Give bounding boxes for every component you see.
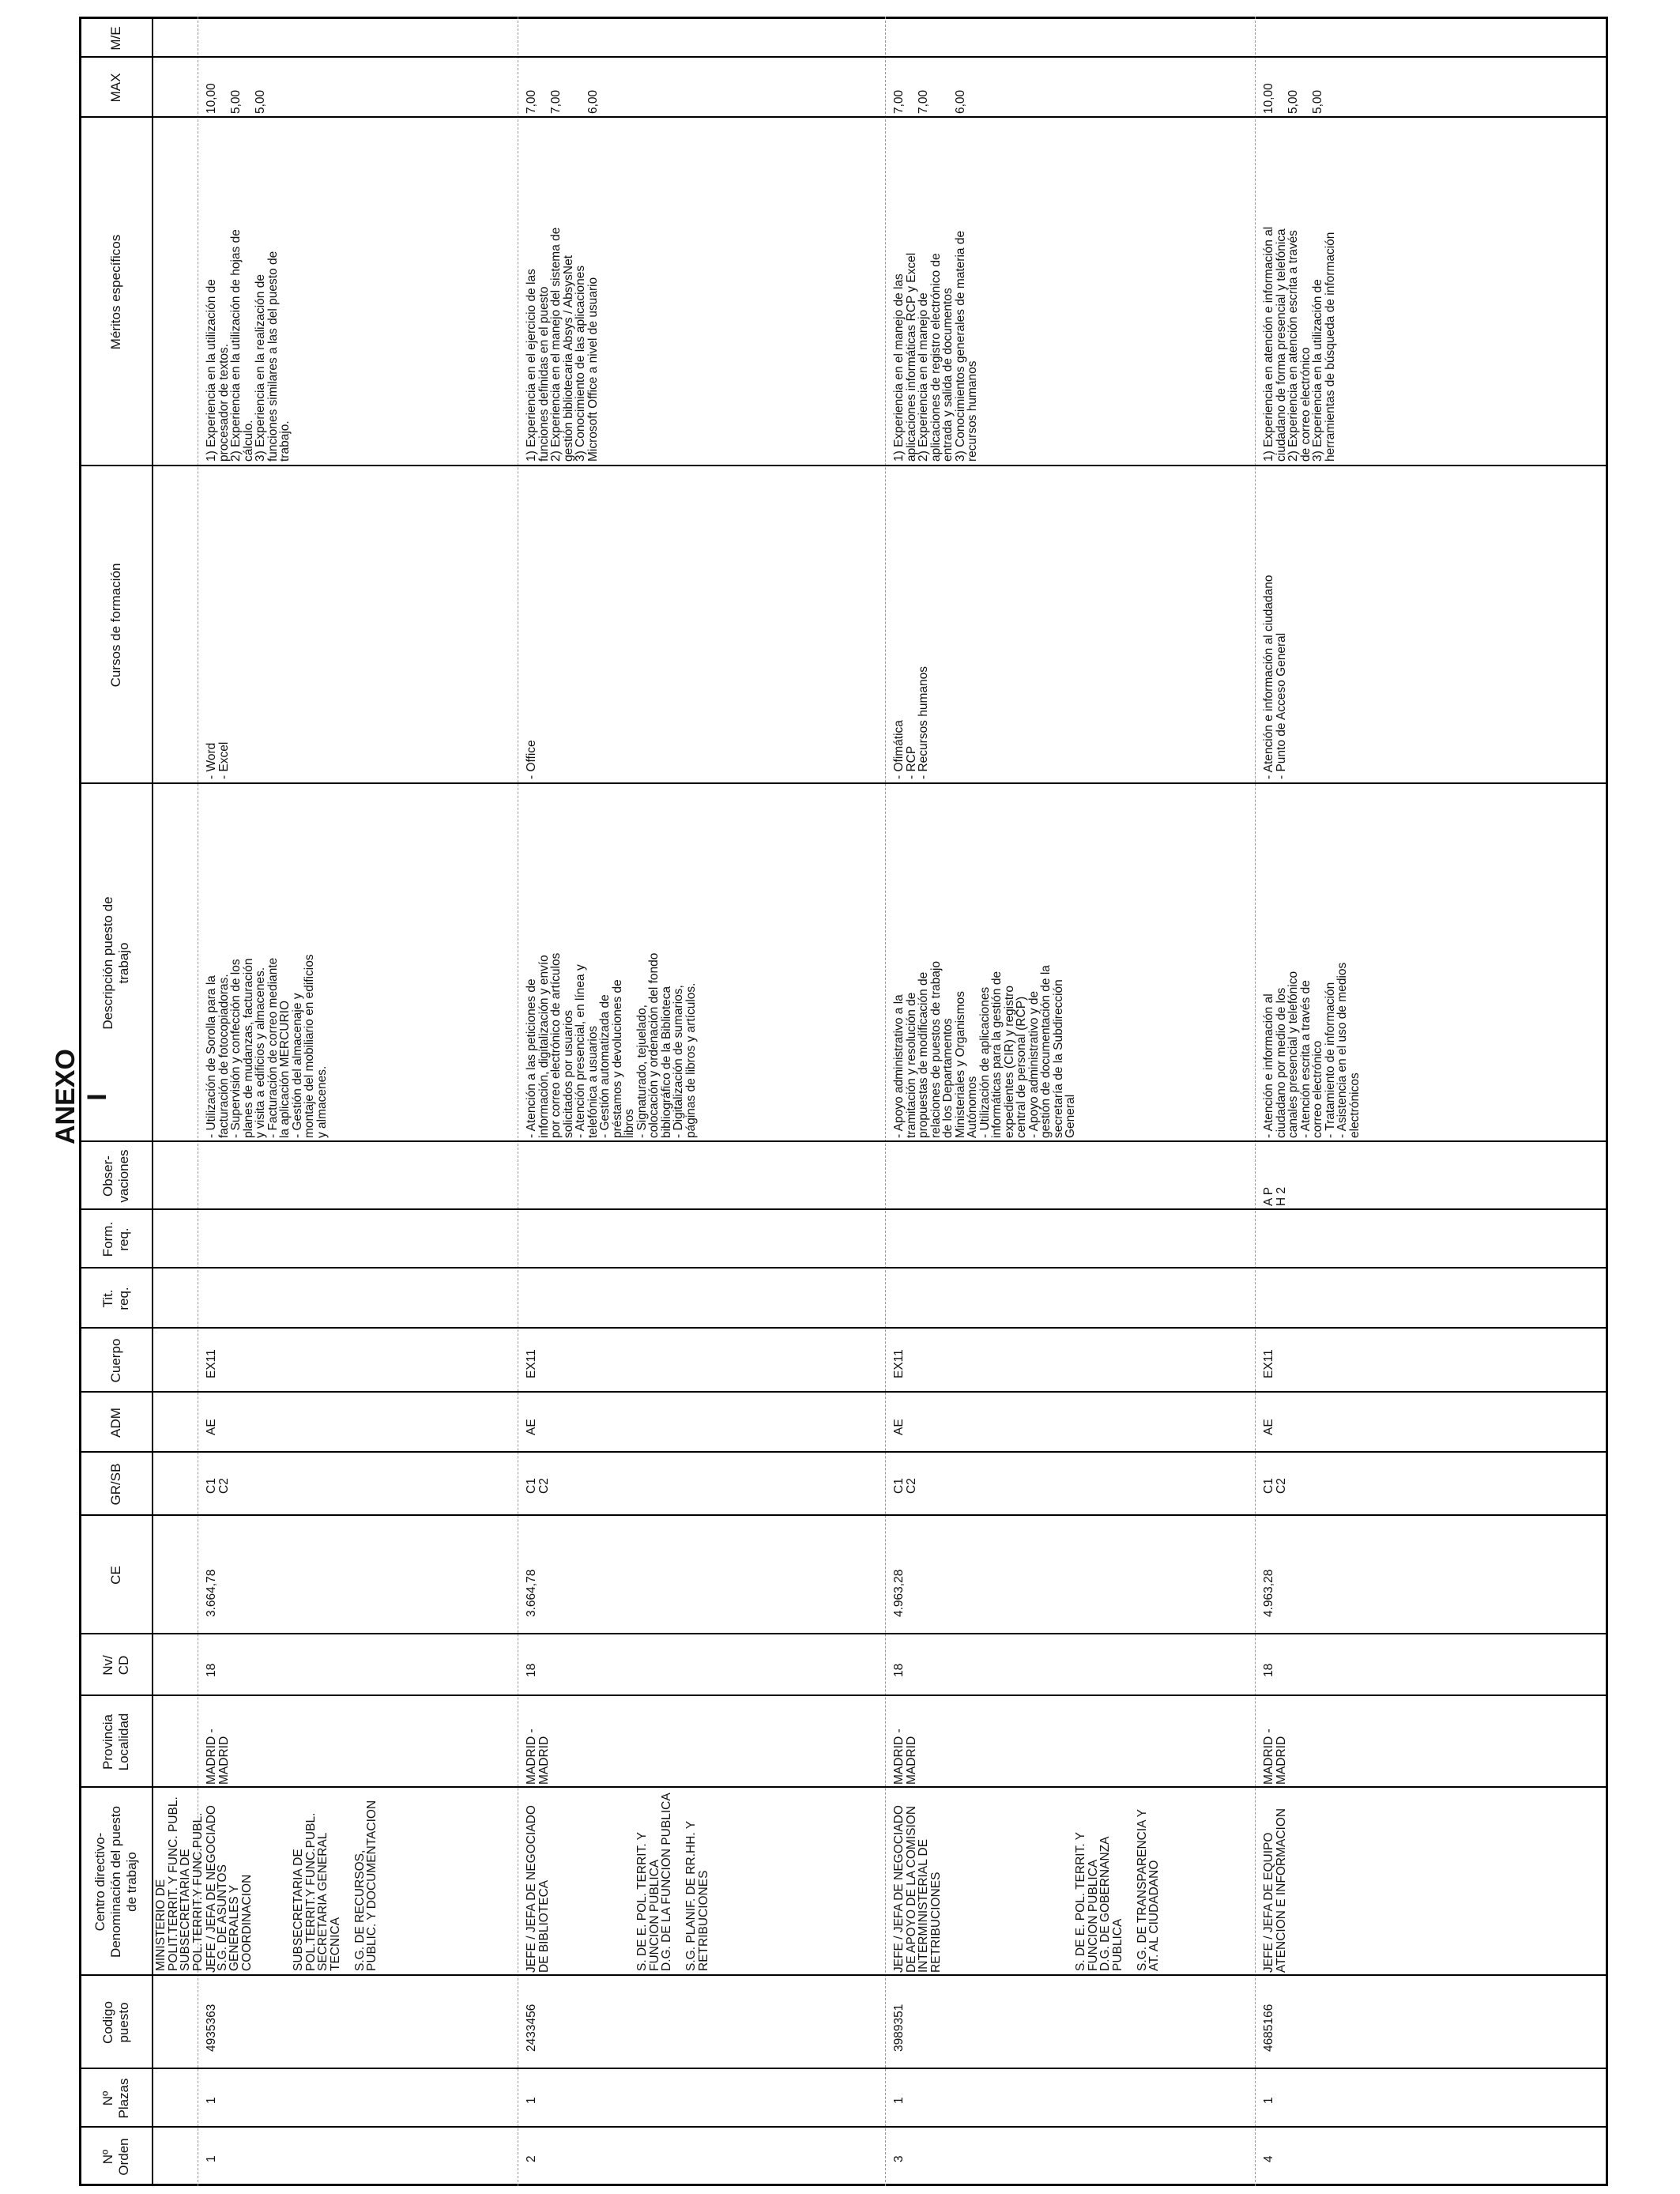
row2-centro: JEFE / JEFA DE NEGOCIADO DE BIBLIOTECA <box>525 1805 551 1973</box>
column-divider <box>79 1695 1608 1696</box>
column-divider <box>79 782 1608 784</box>
row3-provincia: MADRID - MADRID <box>892 1728 918 1785</box>
row2-meritos: 1) Experiencia en el ejercicio de las funciones definidas en el puesto 2) Experiencia en el manejo del sistema de gestión bibliotecaria Absys / AbsysNet 3) Conocimiento de las aplicaciones Microsoft Office a nivel de usuario <box>525 227 600 462</box>
header-cursos: Cursos de formación <box>108 563 123 688</box>
row4-max: 10,00 5,00 5,00 <box>1262 83 1324 114</box>
header-codigo: Codigo puesto <box>100 2001 131 2044</box>
row2-plazas: 1 <box>525 2097 538 2104</box>
row2-adm: AE <box>525 1419 538 1435</box>
row3-grsb: C1 C2 <box>892 1478 918 1494</box>
row4-meritos: 1) Experiencia en atención e información al ciudadano de forma presencial y telefónica 2) Experiencia en atención escrita a través de correo electrónico 3) Experiencia en la utilización de herramientas de búsqueda de información <box>1262 226 1337 462</box>
row-separator <box>1255 17 1256 2186</box>
table-border-right <box>79 17 1608 19</box>
header-me: M/E <box>108 26 123 51</box>
column-divider <box>79 1633 1608 1634</box>
row1-codigo: 4935363 <box>205 2004 218 2052</box>
header-orden: Nº Orden <box>100 2138 131 2176</box>
row3-next-unit: S. DE E. POL. TERRIT. Y FUNCION PUBLICA D.G. DE GOBERNANZA PUBLICA S.G. DE TRANSPARENCIA Y AT. AL CIUDADANO <box>1074 1808 1161 1971</box>
row1-max: 10,00 5,00 5,00 <box>205 83 267 114</box>
row3-centro: JEFE / JEFA DE NEGOCIADO DE APOYO DE LA COMISION INTERMINISTERIAL DE RETRIBUCIONES <box>892 1805 943 1973</box>
row2-ce: 3.664,78 <box>525 1569 538 1617</box>
row2-orden: 2 <box>525 2155 538 2162</box>
table-border-bottom <box>1606 17 1608 2186</box>
row2-cursos: - Office <box>525 740 538 779</box>
row4-cuerpo: EX11 <box>1262 1349 1275 1378</box>
row1-plazas: 1 <box>205 2097 218 2104</box>
row3-orden: 3 <box>892 2155 906 2162</box>
row-separator <box>885 17 886 2186</box>
row2-cuerpo: EX11 <box>525 1349 538 1378</box>
header-rule <box>152 17 153 2186</box>
header-grsb: GR/SB <box>108 1463 123 1506</box>
row2-codigo: 2433456 <box>525 2004 538 2052</box>
row4-adm: AE <box>1262 1419 1275 1435</box>
column-divider <box>79 2126 1608 2128</box>
row4-descripcion: - Atención e información al ciudadano por medio de los canales presencial y telefónico - Atención escrita a través de correo electrónico - Tratamiento de información - Asistencia en el uso de medios electrónicos <box>1262 962 1362 1138</box>
header-titulacion: Tit. req. <box>100 1287 131 1310</box>
column-divider <box>79 2068 1608 2069</box>
row4-centro: JEFE / JEFA DE EQUIPO ATENCION E INFORMACION <box>1262 1808 1288 1973</box>
header-provincia: Provincia Localidad <box>100 1713 131 1771</box>
row1-orden: 1 <box>205 2155 218 2162</box>
ministry-preamble: MINISTERIO DE POLIT.TERRIT. Y FUNC. PUBL. SUBSECRETARIA DE POL.TERRIT.Y FUNC.PUBL. S.G. DE ASUNTOS GENERALES Y COORDINACION <box>154 1796 254 1971</box>
row2-grsb: C1 C2 <box>525 1478 551 1494</box>
row1-descripcion: - Utilización de Sorolla para la facturación de fotocopiadoras. - Supervisión y confección de los planes de mudanzas, facturación y visita a edificios y almacenes. - Facturación de correo mediante la aplicación MERCURIO - Gestión del almacenaje y montaje del mobiliario en edificios y almacenes. <box>205 954 329 1138</box>
row4-observaciones: A P H 2 <box>1262 1186 1288 1206</box>
row3-codigo: 3989351 <box>892 2004 906 2052</box>
row1-grsb: C1 C2 <box>205 1478 231 1494</box>
header-formacion: Form. req. <box>100 1221 131 1257</box>
column-divider <box>79 56 1608 58</box>
row2-descripcion: - Atención a las peticiones de información, digitalización y envío por correo electrónico de artículos solicitados por usuarios - Atención presencial, en línea y telefónica a usuarios - Gestión automatizada de préstamos y devoluciones de libros - Signaturado, tejuelado, colocación y ordenación del fondo bibliográfico de la Biblioteca - Digitalización de sumarios, páginas de libros y artículos. <box>525 952 698 1138</box>
row1-provincia: MADRID - MADRID <box>205 1728 231 1785</box>
header-plazas: Nº Plazas <box>100 2078 131 2119</box>
row1-next-unit: SUBSECRETARIA DE POL.TERRIT.Y FUNC.PUBL. SECRETARIA GENERAL TECNICA S.G. DE RECURSOS, PUBLIC. Y DOCUMENTACION <box>292 1800 379 1971</box>
row1-cuerpo: EX11 <box>205 1349 218 1378</box>
header-meritos: Méritos específicos <box>108 234 123 350</box>
column-divider <box>79 1974 1608 1976</box>
row3-meritos: 1) Experiencia en el manejo de las aplicaciones informáticas RCP y Excel 2) Experiencia en el manejo de aplicaciones de registro electrónico de entrada y salida de documentos 3) Conocimientos generales de materia de recursos humanos <box>892 230 979 462</box>
positions-table <box>79 17 1608 2186</box>
row2-next-unit: S. DE E. POL. TERRIT. Y FUNCION PUBLICA D.G. DE LA FUNCION PUBLICA S.G. PLANIF. DE RR.HH. Y RETRIBUCIONES <box>635 1793 710 1971</box>
header-adm: ADM <box>108 1408 123 1438</box>
column-divider <box>79 116 1608 118</box>
column-divider <box>79 1391 1608 1393</box>
header-descripcion: Descripción puesto de trabajo <box>100 896 131 1030</box>
column-divider <box>79 465 1608 466</box>
row3-ce: 4.963,28 <box>892 1569 906 1617</box>
column-divider <box>79 1786 1608 1788</box>
row2-nivel: 18 <box>525 1663 538 1677</box>
row3-descripcion: - Apoyo administrativo a la tramitación y resolución de propuestas de modificación de relaciones de puestos de trabajo de los Departamentos Ministeriales y Organismos Autónomos - Utilización de aplicaciones informáticas para la gestión de expedientes (CIR) y registro central de personal (RCP) - Apoyo administrativo y de gestión de documentación de la secretaría de la Subdirección General <box>892 960 1077 1138</box>
header-nivel: Nv/ CD <box>100 1655 131 1676</box>
row1-ce: 3.664,78 <box>205 1569 218 1617</box>
row3-cursos: - Ofimática - RCP - Recursos humanos <box>892 665 930 779</box>
row4-plazas: 1 <box>1262 2097 1275 2104</box>
row4-codigo: 4685166 <box>1262 2004 1275 2052</box>
row3-max: 7,00 7,00 6,00 <box>892 89 967 114</box>
column-divider <box>79 1140 1608 1142</box>
row3-plazas: 1 <box>892 2097 906 2104</box>
row1-adm: AE <box>205 1419 218 1435</box>
row2-provincia: MADRID - MADRID <box>525 1728 551 1785</box>
document-title: ANEXO I <box>51 1049 112 1144</box>
row1-centro: JEFE / JEFA DE NEGOCIADO <box>205 1805 218 1973</box>
row1-nivel: 18 <box>205 1663 218 1677</box>
row2-max: 7,00 7,00 6,00 <box>525 89 600 114</box>
row4-ce: 4.963,28 <box>1262 1569 1275 1617</box>
column-divider <box>79 1267 1608 1269</box>
row4-grsb: C1 C2 <box>1262 1478 1288 1494</box>
row4-nivel: 18 <box>1262 1663 1275 1677</box>
table-border-left <box>79 2184 1608 2186</box>
header-observaciones: Obser- vaciones <box>100 1149 131 1203</box>
row3-cuerpo: EX11 <box>892 1349 906 1378</box>
row3-adm: AE <box>892 1419 906 1435</box>
row1-cursos: - Word - Excel <box>205 741 231 779</box>
header-centro: Centro directivo- Denominación del puesto de trabajo <box>92 1806 139 1958</box>
column-divider <box>79 1208 1608 1210</box>
row3-nivel: 18 <box>892 1663 906 1677</box>
row4-orden: 4 <box>1262 2155 1275 2162</box>
header-max: MAX <box>108 73 123 103</box>
column-divider <box>79 1327 1608 1329</box>
header-ce: CE <box>108 1566 123 1585</box>
column-divider <box>79 1451 1608 1453</box>
row4-provincia: MADRID - MADRID <box>1262 1728 1288 1785</box>
row1-meritos: 1) Experiencia en la utilización de procesador de textos. 2) Experiencia en la utilización de hojas de cálculo. 3) Experiencia en la realización de funciones similares a las del puesto de trabajo. <box>205 229 292 462</box>
column-divider <box>79 1514 1608 1516</box>
row4-cursos: - Atención e información al ciudadano - Punto de Acceso General <box>1262 575 1288 779</box>
header-cuerpo: Cuerpo <box>108 1338 123 1383</box>
